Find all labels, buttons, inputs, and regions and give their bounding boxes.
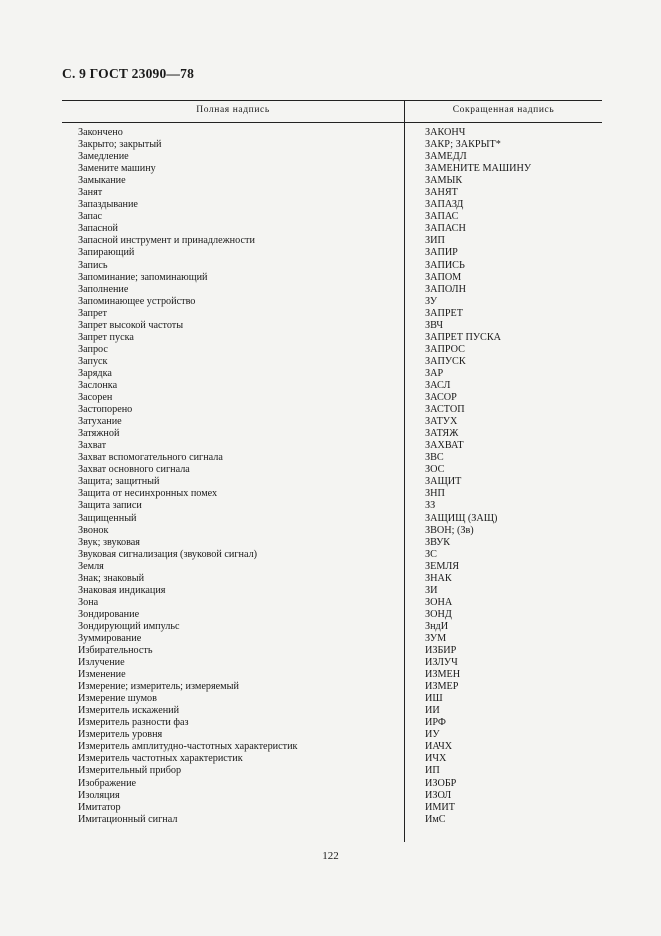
full-label: Измерение; измеритель; измеряемый: [78, 681, 239, 693]
short-label: ИЗОБР: [425, 777, 457, 789]
column-header-short: Сокращенная надпись: [452, 105, 555, 115]
short-label: ЗИ: [425, 584, 438, 596]
full-label: Зуммирование: [78, 632, 142, 644]
short-label: ЗУ: [425, 295, 438, 307]
full-label: Запасной: [78, 223, 118, 235]
short-label: ЗАПОМ: [425, 271, 462, 283]
short-label: ЗЕМЛЯ: [425, 560, 460, 572]
table-row: [62, 585, 602, 597]
table-row: [62, 260, 602, 272]
short-label: ИП: [425, 765, 440, 777]
table-row: [62, 344, 602, 356]
full-label: Запоминание; запоминающий: [78, 271, 208, 283]
table-row: [62, 247, 602, 259]
table-row: [62, 404, 602, 416]
full-label: Захват вспомогательного сигнала: [78, 452, 223, 464]
short-label: ЗАПАСН: [425, 223, 466, 235]
short-label: ЗС: [425, 548, 437, 560]
short-label: ЗАПОЛН: [425, 283, 466, 295]
table-row: [62, 597, 602, 609]
full-label: Замыкание: [78, 175, 126, 187]
short-label: ЗАПАЗД: [425, 199, 464, 211]
full-label: Затяжной: [78, 428, 120, 440]
table-row: [62, 633, 602, 645]
table-row: [62, 790, 602, 802]
full-label: Застопорено: [78, 404, 133, 416]
full-label: Имитатор: [78, 801, 121, 813]
full-label: Изоляция: [78, 789, 120, 801]
full-label: Запуск: [78, 355, 108, 367]
full-label: Звук; звуковая: [78, 536, 140, 548]
abbreviation-table: [62, 100, 602, 842]
full-label: Запрет: [78, 307, 108, 319]
table-row: [62, 284, 602, 296]
full-label: Знаковая индикация: [78, 584, 166, 596]
short-label: ИЗМЕР: [425, 681, 459, 693]
short-label: ЗАПИСЬ: [425, 259, 465, 271]
short-label: ИЗЛУЧ: [425, 657, 458, 669]
short-label: ИИ: [425, 705, 440, 717]
short-label: ЗАПРЕТ ПУСКА: [425, 331, 501, 343]
short-label: ЗАР: [425, 367, 444, 379]
short-label: ИЗБИР: [425, 645, 457, 657]
table-row: [62, 741, 602, 753]
table-row: [62, 272, 602, 284]
table-row: [62, 187, 602, 199]
table-row: [62, 802, 602, 814]
table-row: [62, 139, 602, 151]
table-row: [62, 308, 602, 320]
full-label: Измеритель амплитудно-частотных характеристик: [78, 741, 298, 753]
table-row: [62, 729, 602, 741]
page-number: 122: [322, 850, 339, 862]
table-row: [62, 705, 602, 717]
table-row: [62, 621, 602, 633]
full-label: Заслонка: [78, 379, 118, 391]
full-label: Запрос: [78, 343, 108, 355]
table-row: [62, 211, 602, 223]
table-row: [62, 573, 602, 585]
short-label: ЗЗ: [425, 500, 436, 512]
table-row: [62, 537, 602, 549]
short-label: ЗАЩИЩ (ЗАЩ): [425, 512, 498, 524]
short-label: ЗВЧ: [425, 319, 444, 331]
table-header-rule: [62, 122, 602, 123]
full-label: Изменение: [78, 669, 126, 681]
short-label: ЗВС: [425, 452, 444, 464]
full-label: Запрет пуска: [78, 331, 134, 343]
table-row: [62, 778, 602, 790]
table-row: [62, 765, 602, 777]
short-label: ИРФ: [425, 717, 446, 729]
table-top-rule: [62, 100, 602, 101]
table-row: [62, 681, 602, 693]
table-row: [62, 669, 602, 681]
full-label: Земля: [78, 560, 104, 572]
full-label: Знак; знаковый: [78, 572, 145, 584]
table-row: [62, 525, 602, 537]
full-label: Изображение: [78, 777, 137, 789]
short-label: ЗАКОНЧ: [425, 127, 466, 138]
full-label: Излучение: [78, 657, 125, 669]
table-row: [62, 332, 602, 344]
short-label: ЗАСОР: [425, 392, 457, 404]
table-row: [62, 175, 602, 187]
table-row: [62, 645, 602, 657]
full-label: Зарядка: [78, 367, 112, 379]
short-label: ЗАСТОП: [425, 404, 465, 416]
short-label: ИмС: [425, 813, 446, 825]
table-row: [62, 356, 602, 368]
table-row: [62, 223, 602, 235]
table-row: [62, 452, 602, 464]
short-label: ЗАПРОС: [425, 343, 465, 355]
short-label: ИАЧХ: [425, 741, 453, 753]
short-label: ЗОНД: [425, 608, 452, 620]
table-row: [62, 320, 602, 332]
full-label: Захват основного сигнала: [78, 464, 190, 476]
table-row: [62, 368, 602, 380]
short-label: ЗндИ: [425, 620, 449, 632]
short-label: ЗАКР; ЗАКРЫТ*: [425, 139, 501, 151]
table-body: [62, 127, 602, 826]
short-label: ИУ: [425, 729, 440, 741]
short-label: ЗВУК: [425, 536, 451, 548]
short-label: ЗАПАС: [425, 211, 459, 223]
full-label: Измерительный прибор: [78, 765, 182, 777]
table-row: [62, 513, 602, 525]
short-label: ЗАМЕДЛ: [425, 151, 467, 163]
table-row: [62, 693, 602, 705]
short-label: ЗАПРЕТ: [425, 307, 463, 319]
short-label: ИЗОЛ: [425, 789, 452, 801]
full-label: Запас: [78, 211, 102, 223]
short-label: ЗОС: [425, 464, 445, 476]
short-label: ЗАНЯТ: [425, 187, 458, 199]
table-row: [62, 235, 602, 247]
table-row: [62, 814, 602, 826]
full-label: Измеритель уровня: [78, 729, 163, 741]
short-label: ЗАЩИТ: [425, 476, 462, 488]
short-label: ЗВОН; (Зв): [425, 524, 474, 536]
short-label: ЗАМЕНИТЕ МАШИНУ: [425, 163, 532, 175]
full-label: Запирающий: [78, 247, 135, 259]
short-label: ЗАХВАТ: [425, 440, 464, 452]
short-label: ЗНАК: [425, 572, 452, 584]
short-label: ЗАМЫК: [425, 175, 463, 187]
full-label: Закрыто; закрытый: [78, 139, 162, 151]
full-label: Запоминающее устройство: [78, 295, 196, 307]
table-row: [62, 609, 602, 621]
full-label: Замедление: [78, 151, 129, 163]
table-row: [62, 717, 602, 729]
table-row: [62, 296, 602, 308]
full-label: Зона: [78, 596, 99, 608]
full-label: Зондирование: [78, 608, 140, 620]
table-row: [62, 549, 602, 561]
full-label: Запаздывание: [78, 199, 138, 211]
full-label: Захват: [78, 440, 107, 452]
full-label: Занят: [78, 187, 103, 199]
table-row: [62, 380, 602, 392]
table-row: [62, 127, 602, 139]
table-row: [62, 657, 602, 669]
short-label: ЗНП: [425, 488, 445, 500]
table-row: [62, 476, 602, 488]
table-row: [62, 163, 602, 175]
short-label: ИМИТ: [425, 801, 455, 813]
table-row: [62, 440, 602, 452]
short-label: ЗАПИР: [425, 247, 458, 259]
short-label: ИШ: [425, 693, 443, 705]
full-label: Затухание: [78, 416, 122, 428]
table-row: [62, 561, 602, 573]
table-row: [62, 428, 602, 440]
short-label: ЗАТЯЖ: [425, 428, 459, 440]
full-label: Засорен: [78, 392, 113, 404]
table-row: [62, 416, 602, 428]
full-label: Звуковая сигнализация (звуковой сигнал): [78, 548, 258, 560]
full-label: Замените машину: [78, 163, 156, 175]
short-label: ИЧХ: [425, 753, 447, 765]
short-label: ЗАТУХ: [425, 416, 458, 428]
full-label: Запись: [78, 259, 108, 271]
full-label: Закончено: [78, 127, 123, 138]
short-label: ИЗМЕН: [425, 669, 461, 681]
full-label: Зондирующий импульс: [78, 620, 180, 632]
table-row: [62, 199, 602, 211]
full-label: Измеритель искажений: [78, 705, 180, 717]
table-row: [62, 151, 602, 163]
table-row: [62, 392, 602, 404]
full-label: Звонок: [78, 524, 109, 536]
short-label: ЗАСЛ: [425, 379, 451, 391]
table-row: [62, 488, 602, 500]
full-label: Защищенный: [78, 512, 137, 524]
full-label: Измеритель частотных характеристик: [78, 753, 243, 765]
page-header: С. 9 ГОСТ 23090—78: [62, 66, 195, 81]
column-header-full: Полная надпись: [196, 105, 270, 115]
full-label: Защита; защитный: [78, 476, 160, 488]
table-row: [62, 464, 602, 476]
full-label: Избирательность: [78, 645, 153, 657]
full-label: Защита записи: [78, 500, 142, 512]
table-row: [62, 753, 602, 765]
short-label: ЗУМ: [425, 632, 447, 644]
full-label: Измерение шумов: [78, 693, 157, 705]
full-label: Измеритель разности фаз: [78, 717, 189, 729]
full-label: Заполнение: [78, 283, 129, 295]
full-label: Запасной инструмент и принадлежности: [78, 235, 255, 247]
table-row: [62, 500, 602, 512]
short-label: ЗИП: [425, 235, 445, 247]
full-label: Запрет высокой частоты: [78, 319, 184, 331]
short-label: ЗАПУСК: [425, 355, 466, 367]
full-label: Имитационный сигнал: [78, 813, 178, 825]
short-label: ЗОНА: [425, 596, 453, 608]
full-label: Защита от несинхронных помех: [78, 488, 218, 500]
